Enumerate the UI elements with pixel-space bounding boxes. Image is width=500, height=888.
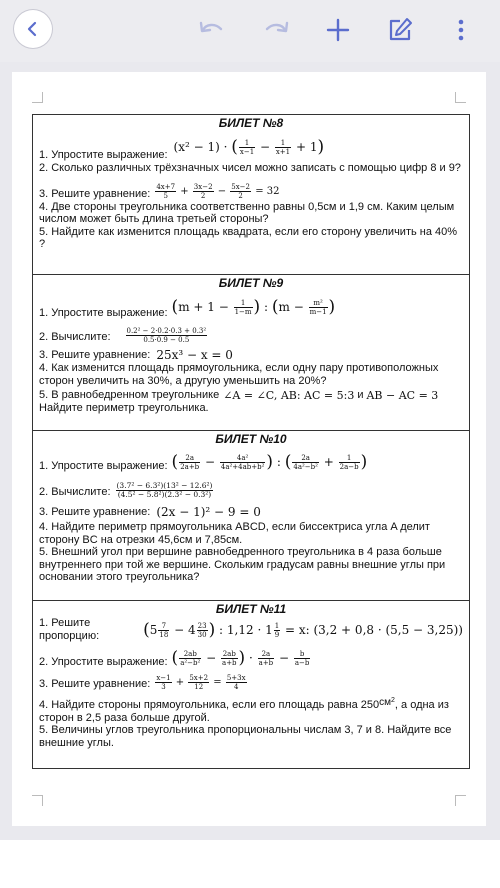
more-button[interactable] <box>446 12 476 48</box>
task-1: 1. Решите пропорцию: (5 $\frac{7}{18}$ − 4 $\frac{23}{30}$ ) : 1,12 · 1 $\frac{1}{9}$ = x: (3,2 + 0,8 · (5,5 − 3,25)) <box>39 617 463 642</box>
next-page <box>0 840 500 888</box>
equation: $\frac{4x+7}{5}$ + $\frac{3x-2}{2}$ − $\frac{5x-2}{2}$ = 32 <box>156 182 280 200</box>
back-button[interactable] <box>14 10 52 48</box>
equation: 25x³ − x = 0 <box>156 348 233 362</box>
task-4: 4. Найдите периметр прямоугольника ABCD, если биссектриса угла A делит сторону BC на отрезки 45,6см и 7,85см. <box>39 521 430 546</box>
computation: $\frac{\text{(3.7² − 6.3²)(13² − 12.6²)}}{\text{(4.5² − 5.8²)(2.3² − 0.3²)}}$ <box>116 481 213 499</box>
more-vertical-icon <box>458 18 464 42</box>
expression: (x² − 1) · ( $\frac{1}{x-1}$ − $\frac{1}{x+1}$ + 1) <box>173 137 325 157</box>
redo-button[interactable] <box>256 12 296 48</box>
expression: ( $\frac{2a}{2a+b}$ − $\frac{\text{4a²}}{\text{4a²+4ab+b²}}$ ) : ( $\frac{2a}{\text{4a²−b²}}$ + $\frac{1}{2a-b}$ ) <box>171 452 368 472</box>
task-4: 4. Как изменится площадь прямоугольника, если одну пару противоположных сторон увеличить на 30%, а другую уменьшить на 20%? <box>39 362 439 387</box>
ticket-title: БИЛЕТ №11 <box>215 602 287 616</box>
ticket-9 <box>33 275 469 431</box>
task-5: 5. Найдите как изменится площадь квадрата, если его сторону увеличить на 40% ? <box>39 225 458 250</box>
redo-icon <box>261 19 291 41</box>
back-chevron-icon <box>24 20 42 38</box>
task-1: 1. Упростите выражение: (m + 1 − $\frac{1}{1-m}$ ) : (m − $\frac{\text{m²}}{m-1}$ ) <box>39 297 336 319</box>
task-3: 3. Решите уравнение: 25x³ − x = 0 <box>39 348 233 362</box>
edit-button[interactable] <box>380 12 420 48</box>
equation: $\frac{x-1}{3}$ + $\frac{5x+2}{12}$ = $\frac{5+3x}{4}$ <box>156 674 246 691</box>
toolbar <box>0 0 500 62</box>
task-3: 3. Решите уравнение: $\frac{4x+7}{5}$ + $\frac{3x-2}{2}$ − $\frac{5x-2}{2}$ = 32 <box>39 182 280 200</box>
task-2: 2. Упростите выражение: ( $\frac{2ab}{\text{a²−b²}}$ − $\frac{2ab}{a+b}$ ) · $\frac{2a}{a+b}$ − $\frac{b}{a-b}$ <box>39 648 310 668</box>
task-3: 3. Решите уравнение: (2x − 1)² − 9 = 0 <box>39 505 261 519</box>
task-3: 3. Решите уравнение: $\frac{x-1}{3}$ + $\frac{5x+2}{12}$ = $\frac{5+3x}{4}$ <box>39 674 246 691</box>
proportion: (5 $\frac{7}{18}$ − 4 $\frac{23}{30}$ ) : 1,12 · 1 $\frac{1}{9}$ = x: (3,2 + 0,8 · (5,5 − 3,25)) <box>143 620 463 640</box>
task-5: 5. Величины углов треугольника пропорциональны числам 3, 7 и 8. Найдите все внешние углы. <box>39 724 452 749</box>
add-button[interactable] <box>318 12 358 48</box>
ticket-11 <box>33 601 469 768</box>
edit-icon <box>387 17 413 43</box>
computation: $\frac{\text{0.2² − 2·0.2·0.3 + 0.3²}}{0.5\cdot 0.9 - 0.5}$ <box>126 327 207 344</box>
expression: (m + 1 − $\frac{1}{1-m}$ ) : (m − $\frac{\text{m²}}{m-1}$ ) <box>171 297 336 317</box>
ticket-title: БИЛЕТ №8 <box>218 116 284 130</box>
undo-icon <box>197 19 227 41</box>
equation: (2x − 1)² − 9 = 0 <box>156 505 261 519</box>
task-4: 4. Найдите стороны прямоугольника, если его площадь равна $250см^2$, а одна из сторон в 2,5 раза больше другой. <box>39 697 449 724</box>
task-1: 1. Упростите выражение: ( $\frac{2a}{2a+b}$ − $\frac{\text{4a²}}{\text{4a²+4ab+b²}}$ ) : ( $\frac{2a}{\text{4a²−b²}}$ + $\frac{1}{2a-b}$ ) <box>39 452 368 472</box>
task-5-continued: Найдите периметр треугольника. <box>39 402 209 414</box>
task-5: 5. В равнобедренном треугольнике ∠A = ∠C, AB: AC = 5:3 и AB − AC = 3 <box>39 389 439 402</box>
task-2: 2. Сколько различных трёхзначных чисел можно записать с помощью цифр 8 и 9? <box>39 162 461 174</box>
ticket-8 <box>33 115 469 275</box>
ticket-10 <box>33 431 469 601</box>
task-2: 2. Вычислите: $\frac{\text{0.2² − 2·0.2·0.3 + 0.3²}}{0.5\cdot 0.9 - 0.5}$ <box>39 327 207 344</box>
task-1: 1. Упростите выражение: (x² − 1) · ( $\frac{1}{x-1}$ − $\frac{1}{x+1}$ + 1) <box>39 137 325 161</box>
plus-icon <box>326 18 350 42</box>
ticket-title: БИЛЕТ №10 <box>215 432 287 446</box>
expression: ( $\frac{2ab}{\text{a²−b²}}$ − $\frac{2ab}{a+b}$ ) · $\frac{2a}{a+b}$ − $\frac{b}{a-b}$ <box>171 648 310 668</box>
task-5: 5. Внешний угол при вершине равнобедренного треугольника в 4 раза больше внутреннего при той же вершине. Скольким градусам равны внешние углы при основании этого треугольника? <box>39 546 446 583</box>
task-4: 4. Две стороны треугольника соответственно равны 0,5см и 1,9 см. Каким целым числом может быть длина третьей стороны? <box>39 200 455 225</box>
ticket-title: БИЛЕТ №9 <box>218 276 284 290</box>
undo-button[interactable] <box>192 12 232 48</box>
task-2: 2. Вычислите: $\frac{\text{(3.7² − 6.3²)(13² − 12.6²)}}{\text{(4.5² − 5.8²)(2.3² − 0.3²)}}$ <box>39 481 213 499</box>
tickets-table <box>32 114 470 769</box>
